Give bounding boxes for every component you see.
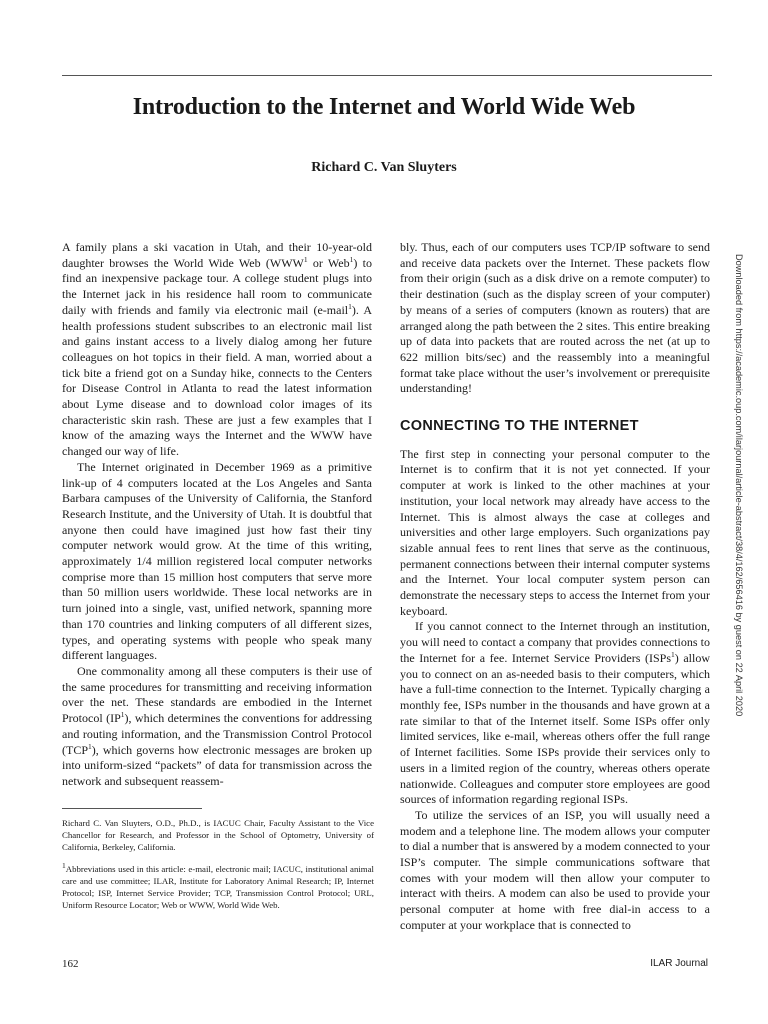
article-title: Introduction to the Internet and World Wide Web (132, 94, 636, 120)
left-column (62, 240, 372, 790)
author-affiliation-note: Richard C. Van Sluyters, O.D., Ph.D., is IACUC Chair, Faculty Assistant to the Vice Chancellor for Research, and Professor in the School of Optometry, University of California, Berkeley, California. (62, 818, 374, 852)
abbreviations-note: $^1$Abbreviations used in this article: e-mail, electronic mail; IACUC, institutional animal care and use committee; ILAR, Institute for Laboratory Animal Research; IP, Internet Protocol; ISP, Internet Service Provider; TCP, Transmission Control Protocol; URL, Uniform Resource Locator; Web or WWW, World Wide Web. (62, 861, 374, 910)
page-number: 162 (62, 958, 79, 970)
journal-name: ILAR Journal (650, 958, 708, 969)
body-paragraph: If you cannot connect to the Internet through an institution, you will need to contact a company that provides connections to the Internet for a fee. Internet Service Providers (ISPs$^1$) allow you to connect on an as-needed basis to their computers, which have a full-time connection to the Internet. Typically charging a monthly fee, ISPs number in the thousands and have grown at a rate similar to that of the Internet itself. Some ISPs offer only limited services, like e-mail, whereas others offer the full range of Internet facilities. Some ISPs provide their services only to users in a limited region of the country, whereas others operate nationwide. Colleagues and computer store employees are good sources of information regarding regional ISPs. (400, 619, 710, 807)
body-paragraph: One commonality among all these computers is their use of the same procedures for transmitting and receiving information over the net. These standards are embodied in the Internet Protocol $(IP^1)$, which determines the conventions for addressing and routing information, and the Transmission Control Protocol (TCP$^1$), which governs how electronic messages are broken up into uniform-sized “packets” of data for transmission across the network and subsequent reassem- (62, 663, 372, 788)
footnotes (62, 818, 374, 923)
body-paragraph: The Internet originated in December 1969 as a primitive link-up of 4 computers located at the Los Angeles and Santa Barbara campuses of the University of California, the Stanford Research Institute, and the University of Utah. It is doubtful that anyone then could have imagined just how fast their tiny computer network would grow. At the time of this writing, approximately 1/4 million registered local computer networks comprise more than 15 million host computers that serve more than 50 million users worldwide. These local networks are in turn joined into a single, vast, unified network, spanning more than 170 countries and linking computers of all different sizes, types, and operating systems with people who speak many different languages. (62, 459, 372, 663)
top-rule (62, 75, 712, 76)
right-column (400, 240, 710, 934)
download-watermark: Downloaded from https://academic.oup.com/ilarjournal/article-abstract/38/4/162/656416 by guest on 22 April 2020 (734, 254, 744, 717)
body-paragraph: The first step in connecting your personal computer to the Internet is to confirm that it is not yet connected. If your computer at work is linked to the other machines at your institution, your local network may already have access to the Internet. This is almost always the case at colleges and universities and other large employers. Such organizations pay sizable annual fees to rent lines that serve as the continuous, permanent connections between their internal computer systems and the Internet. Your local computer system person can demonstrate the necessary steps to access the Internet from your keyboard. (400, 446, 710, 618)
body-paragraph: To utilize the services of an ISP, you will usually need a modem and a telephone line. The modem allows your computer to dial a number that is answered by a modem connected to your ISP’s computer. The simple communications software that comes with your modem will then allow your computer to interact with theirs. A modem can also be used to provide your personal computer at home with free dial-in access to a computer at your workplace that is connected to (400, 807, 710, 932)
article-author: Richard C. Van Sluyters (311, 160, 457, 175)
body-paragraph: bly. Thus, each of our computers uses TCP/IP software to send and receive data packets over the Internet. These packets flow from their origin (such as a disk drive on a remote computer) to their destination (such as the display screen of your computer) by means of a series of computers (known as routers) that are arranged along the path between the 2 sites. This entire breaking up of data into packets that are routed across the net (at up to 622 million bits/sec) and the reassembly into a meaningful format take place without the user’s involvement or prerequisite understanding! (400, 240, 710, 396)
body-paragraph: A family plans a ski vacation in Utah, and their 10-year-old daughter browses the World Wide Web (WWW$^1$ or Web$^1$) to find an inexpensive package tour. A college student plugs into the Internet jack in his residence hall room to communicate daily with friends and family via electronic mail (e-mail$^1$). A health professions student subscribes to an electronic mail list and gains instant access to a lively dialog among her future colleagues on hot topics in their field. A man, worried about a tick bite a friend got on a Sunday hike, connects to the Centers for Disease Control in Atlanta to read the latest information about Lyme disease and to download color images of its characteristic skin rash. These are just a few examples that I know of the amazing ways the Internet and the WWW have changed our way of life. (62, 240, 373, 459)
section-heading: CONNECTING TO THE INTERNET (400, 418, 639, 435)
footnote-rule (62, 808, 202, 809)
